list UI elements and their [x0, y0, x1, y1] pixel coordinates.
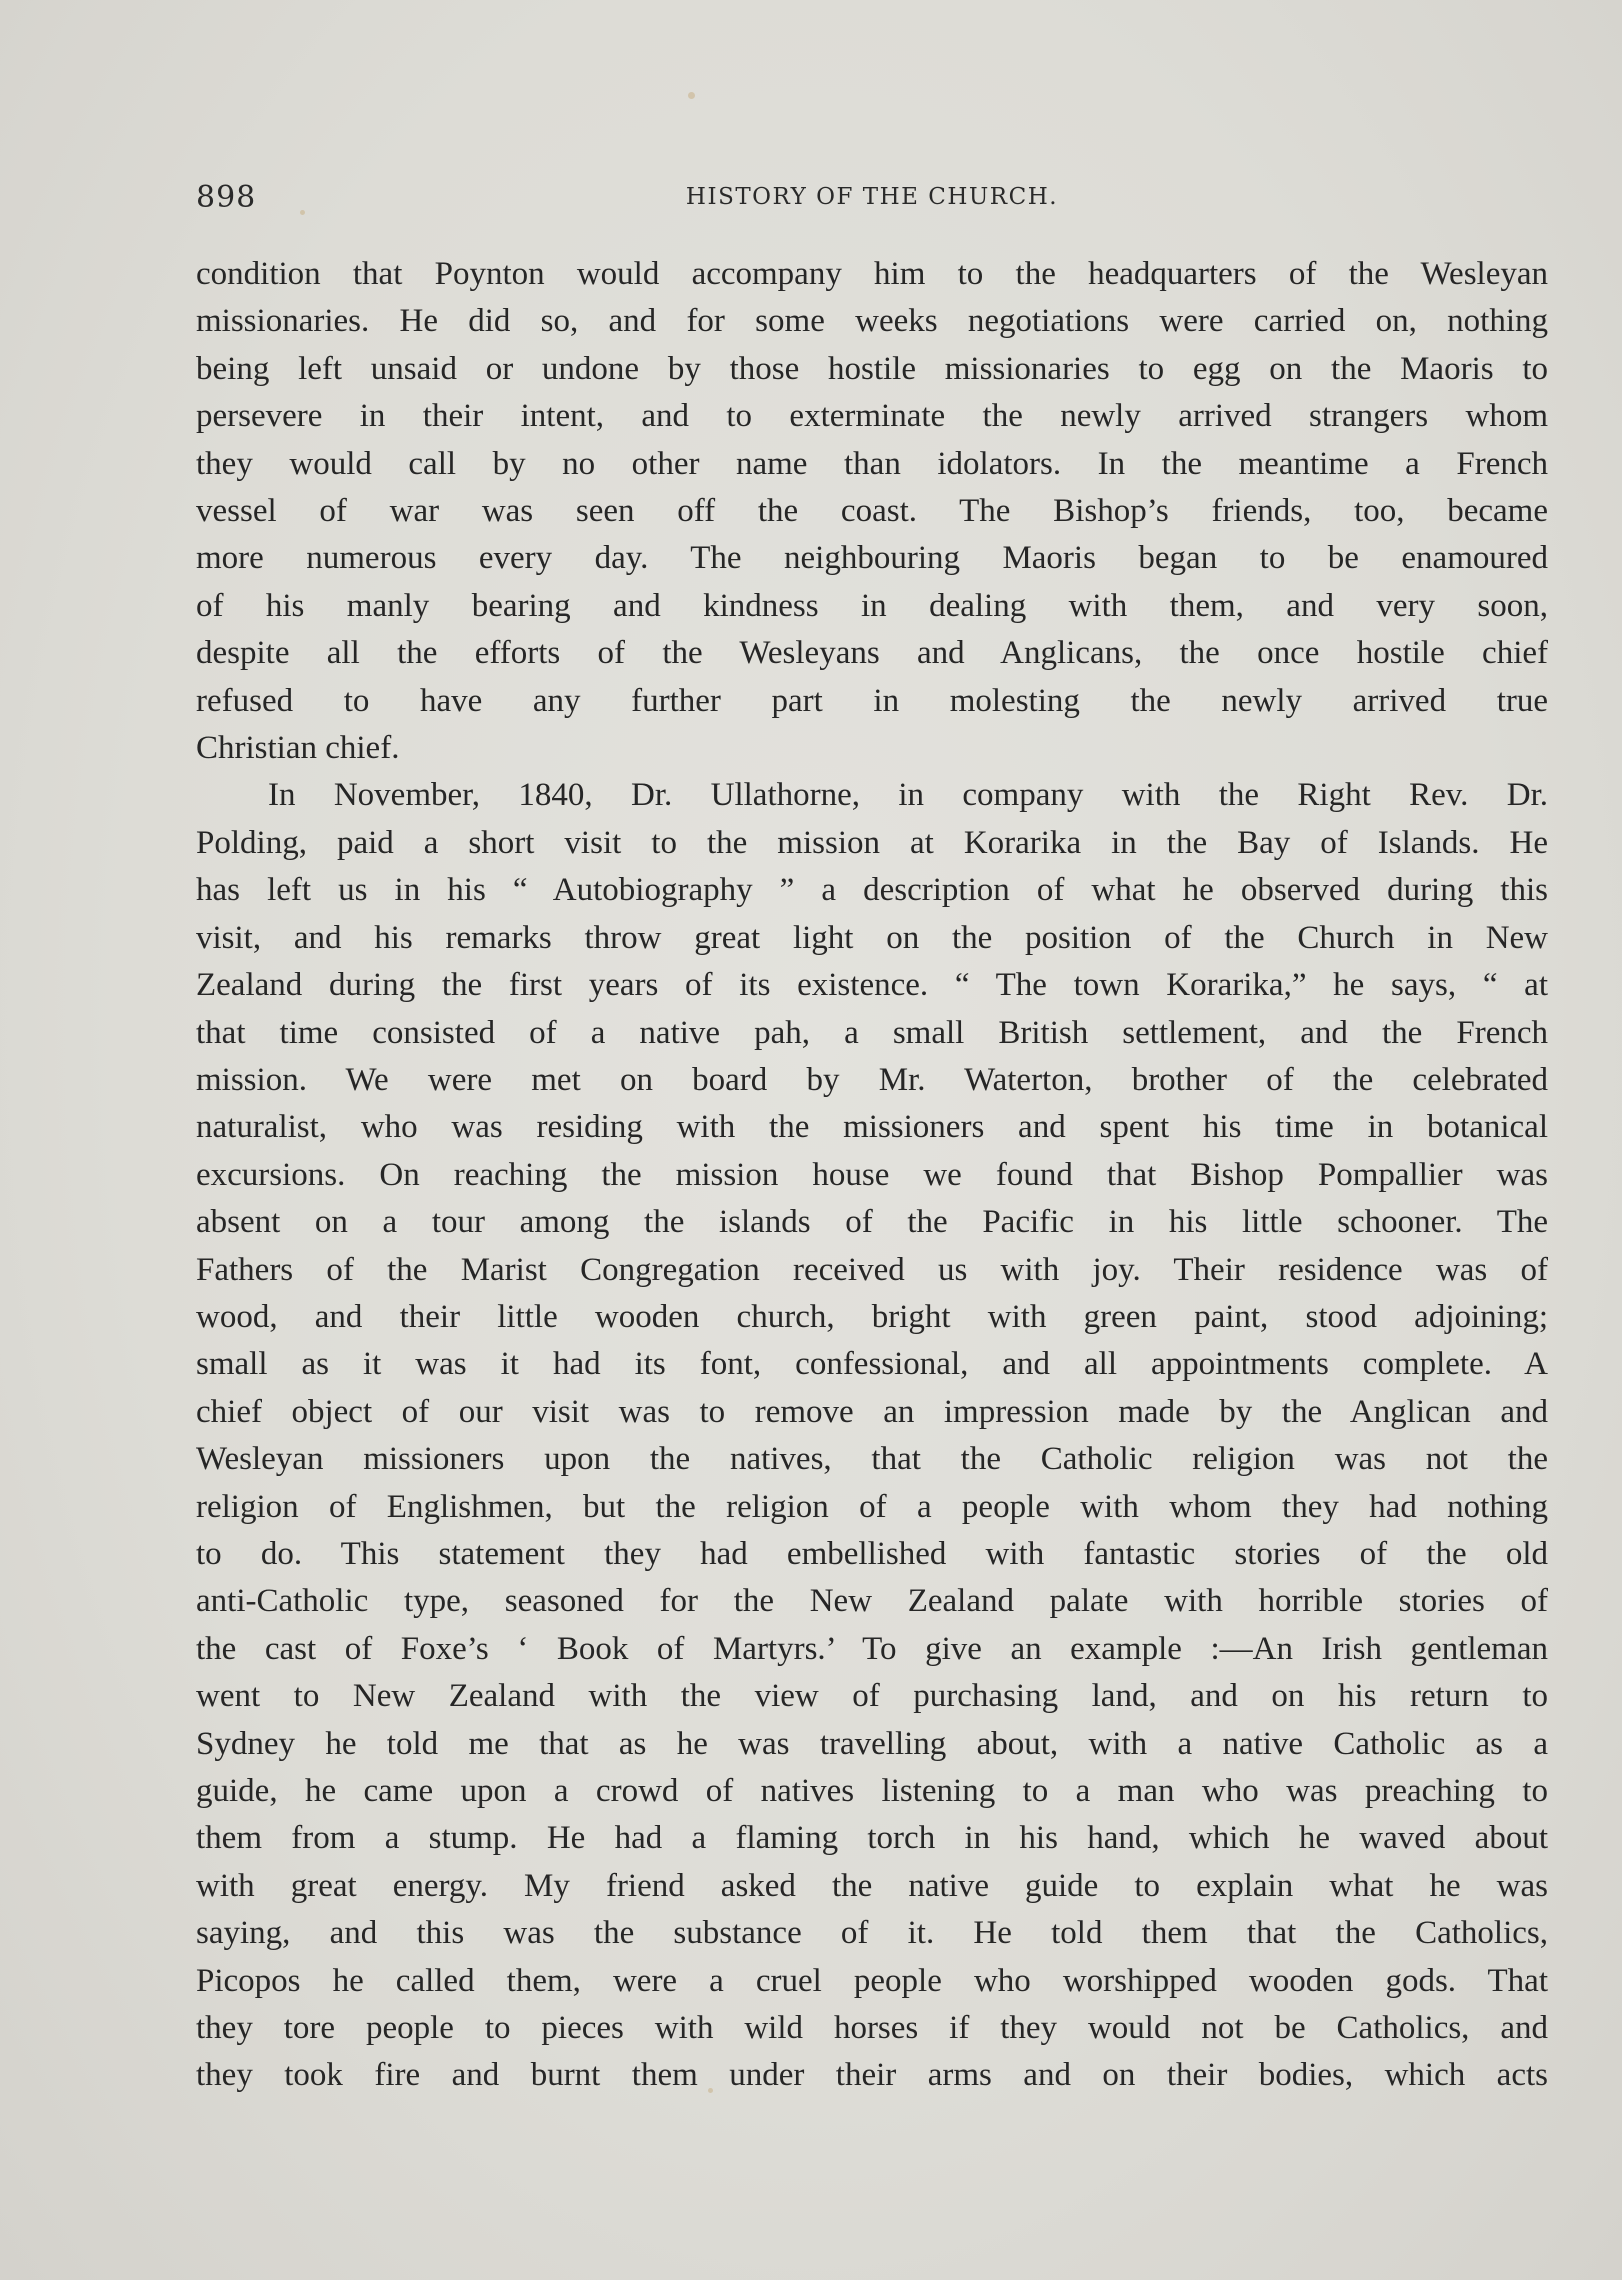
body-text: [196, 251, 1548, 2100]
text-line: saying, and this was the substance of it. He told them that the Catholics,: [196, 1915, 1548, 1952]
text-line: has left us in his “ Autobiography ” a description of what he observed during this: [196, 872, 1548, 909]
page-number: 898: [196, 180, 257, 215]
paper-speck: [688, 92, 695, 99]
text-line: persevere in their intent, and to exterminate the newly arrived strangers whom: [196, 398, 1548, 435]
text-line: wood, and their little wooden church, bright with green paint, stood adjoining;: [196, 1298, 1548, 1335]
text-line: small as it was it had its font, confessional, and all appointments complete. A: [196, 1346, 1548, 1383]
text-line: more numerous every day. The neighbouring Maoris began to be enamoured: [196, 540, 1548, 577]
text-line: of his manly bearing and kindness in dealing with them, and very soon,: [196, 587, 1548, 624]
text-line: being left unsaid or undone by those hostile missionaries to egg on the Maoris to: [196, 350, 1548, 387]
text-line: mission. We were met on board by Mr. Waterton, brother of the celebrated: [196, 1061, 1548, 1098]
text-line: that time consisted of a native pah, a small British settlement, and the French: [196, 1014, 1548, 1051]
text-line: condition that Poynton would accompany him to the headquarters of the Wesleyan: [196, 256, 1548, 292]
text-line: they took fire and burnt them under their arms and on their bodies, which acts: [196, 2057, 1548, 2094]
text-line: the cast of Foxe’s ‘ Book of Martyrs.’ To give an example :—An Irish gentleman: [196, 1630, 1548, 1667]
text-line: Sydney he told me that as he was travelling about, with a native Catholic as a: [196, 1725, 1548, 1762]
text-line: anti-Catholic type, seasoned for the New Zealand palate with horrible stories of: [196, 1583, 1548, 1620]
text-line: them from a stump. He had a flaming torch in his hand, which he waved about: [196, 1820, 1548, 1857]
text-line: In November, 1840, Dr. Ullathorne, in company with the Right Rev. Dr.: [268, 777, 1548, 814]
text-line: religion of Englishmen, but the religion of a people with whom they had nothing: [196, 1488, 1548, 1525]
text-line: went to New Zealand with the view of purchasing land, and on his return to: [196, 1678, 1548, 1715]
text-line: they would call by no other name than idolators. In the meantime a French: [196, 445, 1548, 482]
text-line: chief object of our visit was to remove an impression made by the Anglican and: [196, 1393, 1548, 1430]
text-line: Wesleyan missioners upon the natives, that the Catholic religion was not the: [196, 1441, 1548, 1478]
text-line: with great energy. My friend asked the native guide to explain what he was: [196, 1867, 1548, 1904]
text-line: Zealand during the first years of its existence. “ The town Korarika,” he says, “ at: [196, 967, 1548, 1004]
paragraph-2: [196, 772, 1548, 2099]
text-line: Polding, paid a short visit to the mission at Korarika in the Bay of Islands. He: [196, 824, 1548, 861]
paragraph-1: [196, 251, 1548, 772]
running-head: HISTORY OF THE CHURCH.: [685, 184, 1059, 210]
text-line: absent on a tour among the islands of the Pacific in his little schooner. The: [196, 1204, 1548, 1241]
text-line: excursions. On reaching the mission house we found that Bishop Pompallier was: [196, 1156, 1548, 1193]
text-line: they tore people to pieces with wild horses if they would not be Catholics, and: [196, 2010, 1548, 2047]
text-line: naturalist, who was residing with the missioners and spent his time in botanical: [196, 1109, 1548, 1146]
text-line: missionaries. He did so, and for some weeks negotiations were carried on, nothing: [196, 303, 1548, 340]
text-line: vessel of war was seen off the coast. The Bishop’s friends, too, became: [196, 493, 1548, 530]
text-line: visit, and his remarks throw great light on the position of the Church in New: [196, 919, 1548, 956]
text-line: guide, he came upon a crowd of natives listening to a man who was preaching to: [196, 1773, 1548, 1809]
text-line: refused to have any further part in molesting the newly arrived true: [196, 682, 1548, 719]
text-line: Fathers of the Marist Congregation received us with joy. Their residence was of: [196, 1251, 1548, 1288]
text-line: despite all the efforts of the Wesleyans and Anglicans, the once hostile chief: [196, 635, 1548, 672]
text-line: Christian chief.: [196, 730, 400, 767]
page-header: [196, 180, 1548, 224]
text-line: to do. This statement they had embellished with fantastic stories of the old: [196, 1535, 1548, 1572]
text-line: Picopos he called them, were a cruel people who worshipped wooden gods. That: [196, 1962, 1548, 1999]
